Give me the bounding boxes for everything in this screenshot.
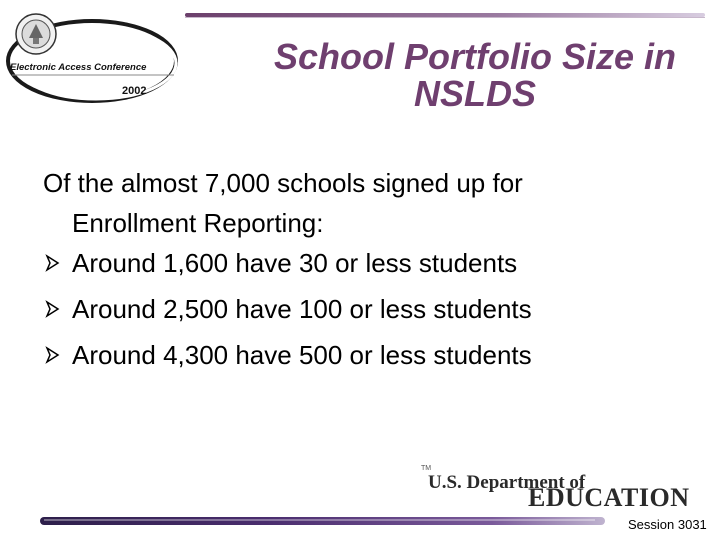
conference-logo-year: 2002 [122, 85, 147, 97]
bullet-item [43, 240, 693, 286]
session-number: Session 3031 [628, 517, 707, 532]
bullet-item [43, 286, 693, 332]
conference-logo-name: Electronic Access Conference [10, 62, 147, 73]
bullet-text: Around 1,600 have 30 or less students [72, 248, 518, 278]
intro-line1: Of the almost 7,000 schools signed up for [43, 168, 523, 198]
top-divider-rule [185, 13, 705, 17]
doe-line2: EDUCATION [528, 483, 690, 512]
bullet-item [43, 332, 693, 378]
department-of-education-logo [418, 465, 708, 512]
bottom-divider-rule [40, 517, 605, 525]
doe-line1: U.S. Department of [428, 472, 586, 493]
bullet-text: Around 4,300 have 500 or less students [72, 340, 532, 370]
slide-title-line1: School Portfolio Size in [273, 36, 676, 77]
intro-line2: Enrollment Reporting: [72, 208, 324, 238]
bullet-list [43, 240, 693, 378]
doe-trademark: TM [421, 465, 432, 472]
arrow-bullet-icon [43, 332, 63, 378]
slide-body [43, 168, 693, 378]
arrow-bullet-icon [43, 240, 63, 286]
slide-title [215, 38, 720, 112]
intro-paragraph [43, 168, 693, 248]
arrow-bullet-icon [43, 286, 63, 332]
bullet-text: Around 2,500 have 100 or less students [72, 294, 532, 324]
conference-logo [4, 8, 182, 104]
slide-title-line2: NSLDS [413, 73, 536, 114]
